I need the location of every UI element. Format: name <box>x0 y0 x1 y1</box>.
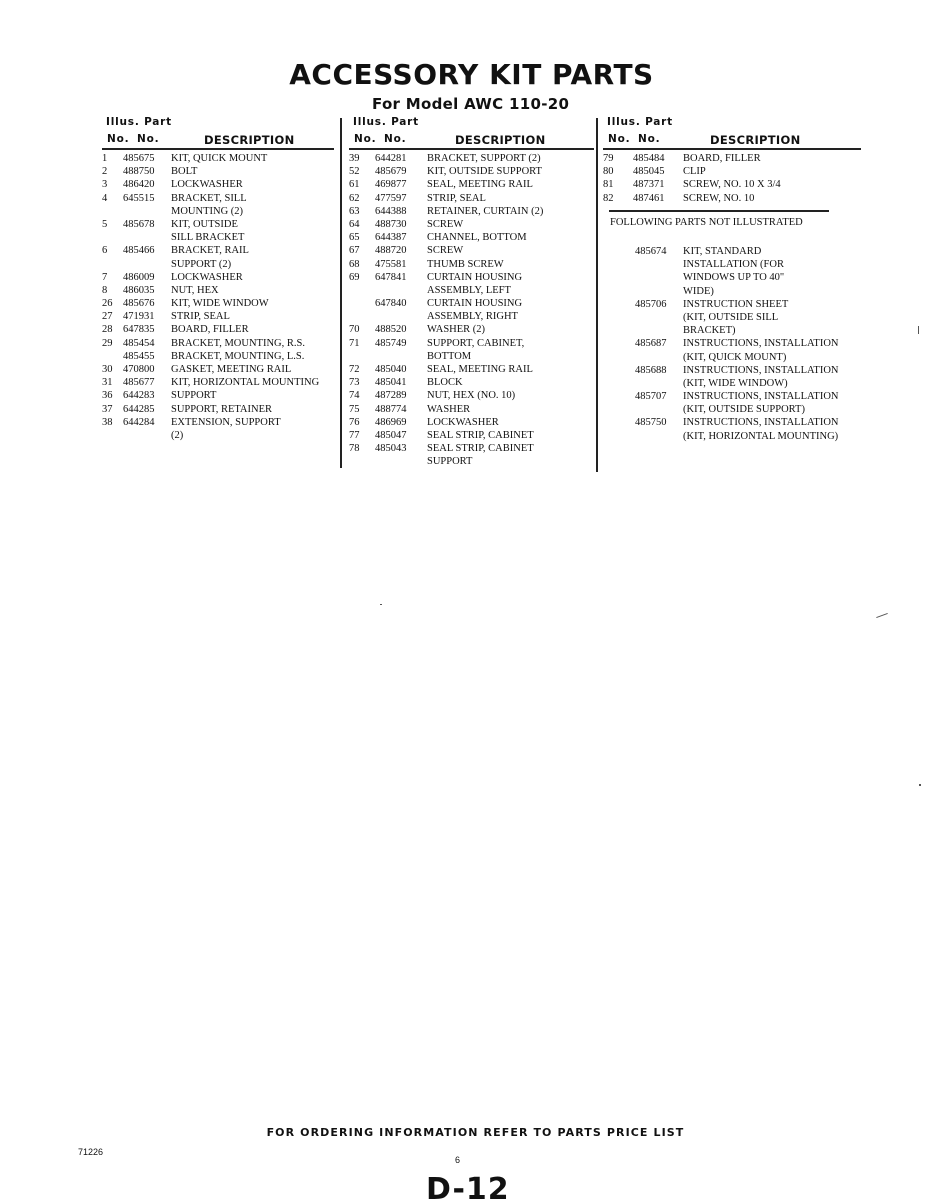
part-number: 486420 <box>123 179 155 191</box>
illus-no-label: No. <box>107 133 130 145</box>
parts-row <box>605 285 865 298</box>
part-number: 644285 <box>123 403 155 415</box>
part-description: KIT, HORIZONTAL MOUNTING <box>171 377 320 389</box>
parts-row <box>605 258 865 271</box>
part-number: 488730 <box>375 218 407 230</box>
illus-number: 26 <box>102 298 113 310</box>
part-description: RETAINER, CURTAIN (2) <box>427 205 544 217</box>
parts-row <box>603 152 861 165</box>
part-description: BOLT <box>171 166 198 178</box>
description-label: DESCRIPTION <box>710 133 801 147</box>
illus-number: 69 <box>349 271 360 283</box>
part-description: SUPPORT (2) <box>171 258 232 270</box>
part-description: SCREW, NO. 10 <box>683 192 755 204</box>
part-description: WASHER <box>427 403 471 415</box>
part-description: LOCKWASHER <box>171 179 243 191</box>
illus-number: 8 <box>102 284 108 296</box>
part-number: 647840 <box>375 298 407 310</box>
part-number: 485040 <box>375 364 407 375</box>
parts-row <box>102 337 334 350</box>
ordering-note: FOR ORDERING INFORMATION REFER TO PARTS PRICE LIST <box>266 1126 685 1139</box>
part-number: 488774 <box>375 403 407 415</box>
part-number: 485679 <box>375 166 407 178</box>
part-number: 485687 <box>635 338 667 350</box>
parts-row <box>605 271 865 284</box>
part-description: NUT, HEX <box>171 284 219 296</box>
parts-row <box>605 390 865 403</box>
parts-row <box>605 364 865 377</box>
page-label: D-12 <box>426 1172 510 1200</box>
parts-list <box>605 245 865 443</box>
part-number: 485675 <box>123 153 155 164</box>
illus-number: 5 <box>102 218 108 230</box>
part-description: (KIT, HORIZONTAL MOUNTING) <box>683 430 839 442</box>
illus-number: 7 <box>102 271 108 283</box>
parts-column-2 <box>349 115 594 469</box>
part-description: CHANNEL, BOTTOM <box>427 232 527 244</box>
parts-row <box>102 429 334 442</box>
part-description: SEAL STRIP, CABINET <box>427 429 534 441</box>
column-divider <box>596 118 598 472</box>
illus-number: 76 <box>349 416 360 428</box>
illus-number: 37 <box>102 403 113 415</box>
parts-row <box>102 165 334 178</box>
parts-row <box>605 324 865 337</box>
parts-row <box>349 205 594 218</box>
parts-row <box>605 430 865 443</box>
part-description: KIT, QUICK MOUNT <box>171 153 268 164</box>
part-number: 644283 <box>123 390 155 402</box>
part-description: KIT, OUTSIDE <box>171 218 238 230</box>
parts-row <box>102 376 334 389</box>
part-number: 486035 <box>123 284 155 296</box>
part-number: 488720 <box>375 245 407 257</box>
parts-row <box>603 165 861 178</box>
parts-row <box>102 178 334 191</box>
part-number: 485676 <box>123 298 155 310</box>
parts-row <box>102 363 334 376</box>
parts-row <box>102 258 334 271</box>
illus-number: 78 <box>349 443 360 455</box>
section-rule <box>609 210 829 212</box>
part-number: 485707 <box>635 391 667 403</box>
part-no-label: No. <box>137 133 160 145</box>
not-illustrated-list <box>605 242 865 443</box>
part-description: WINDOWS UP TO 40" <box>683 272 785 284</box>
parts-row <box>349 258 594 271</box>
illus-number: 2 <box>102 166 108 178</box>
part-number: 644387 <box>375 232 407 244</box>
illus-number: 27 <box>102 311 113 323</box>
part-number: 488520 <box>375 324 407 336</box>
illus-number: 52 <box>349 166 360 178</box>
part-description: BOARD, FILLER <box>683 153 761 164</box>
parts-list <box>349 152 594 469</box>
part-number: 475581 <box>375 258 407 270</box>
parts-row <box>102 323 334 336</box>
part-number: 485688 <box>635 364 667 376</box>
illus-number: 31 <box>102 377 113 389</box>
part-description: INSTRUCTIONS, INSTALLATION <box>683 417 839 429</box>
illus-number: 80 <box>603 166 614 178</box>
parts-row <box>349 244 594 257</box>
part-description: SUPPORT, RETAINER <box>171 403 273 415</box>
illus-number: 65 <box>349 232 360 244</box>
illus-no-label: No. <box>608 133 631 145</box>
parts-row <box>102 218 334 231</box>
illus-part-label: Illus. Part <box>607 116 673 128</box>
illus-number: 70 <box>349 324 360 336</box>
parts-row <box>349 178 594 191</box>
parts-row <box>605 337 865 350</box>
parts-row <box>349 271 594 284</box>
illus-number: 64 <box>349 218 360 230</box>
parts-row <box>349 231 594 244</box>
part-number: 485043 <box>375 443 407 455</box>
column-divider <box>340 118 342 468</box>
parts-row <box>349 376 594 389</box>
parts-row <box>102 205 334 218</box>
illus-number: 79 <box>603 153 614 164</box>
parts-row <box>349 429 594 442</box>
part-no-label: No. <box>638 133 661 145</box>
part-description: BOTTOM <box>427 350 472 362</box>
parts-column-1 <box>102 115 334 442</box>
illus-number: 29 <box>102 337 113 349</box>
parts-row <box>102 271 334 284</box>
parts-row <box>605 245 865 258</box>
parts-row <box>349 442 594 455</box>
part-number: 486009 <box>123 271 155 283</box>
part-description: SUPPORT <box>171 390 217 402</box>
part-description: BLOCK <box>427 377 463 389</box>
parts-row <box>605 416 865 429</box>
part-number: 645515 <box>123 192 155 204</box>
part-description: CURTAIN HOUSING <box>427 271 523 283</box>
illus-number: 38 <box>102 416 113 428</box>
parts-row <box>102 416 334 429</box>
illus-number: 4 <box>102 192 108 204</box>
part-description: CURTAIN HOUSING <box>427 298 523 310</box>
part-description: (KIT, OUTSIDE SUPPORT) <box>683 404 805 416</box>
parts-row <box>349 350 594 363</box>
parts-row <box>349 297 594 310</box>
parts-row <box>102 350 334 363</box>
document-code: 71226 <box>78 1147 104 1157</box>
parts-row <box>349 284 594 297</box>
part-description: BRACKET, SUPPORT (2) <box>427 153 541 164</box>
illus-number: 36 <box>102 390 113 402</box>
parts-row <box>102 284 334 297</box>
part-number: 470800 <box>123 364 155 375</box>
column-header <box>603 115 861 149</box>
header-rule <box>349 148 594 150</box>
parts-list <box>603 152 861 205</box>
illus-number: 6 <box>102 245 108 257</box>
scan-speck <box>380 604 382 605</box>
part-number: 487289 <box>375 390 407 402</box>
description-label: DESCRIPTION <box>204 133 295 147</box>
part-description: LOCKWASHER <box>171 271 243 283</box>
part-description: BRACKET, MOUNTING, R.S. <box>171 337 305 349</box>
part-description: SCREW, NO. 10 X 3/4 <box>683 179 781 191</box>
illus-number: 1 <box>102 153 108 164</box>
part-number: 485455 <box>123 350 155 362</box>
illus-number: 28 <box>102 324 113 336</box>
illus-number: 82 <box>603 192 614 204</box>
part-number: 487461 <box>633 192 665 204</box>
part-number: 485454 <box>123 337 155 349</box>
part-number: 485045 <box>633 166 665 178</box>
part-description: THUMB SCREW <box>427 258 504 270</box>
illus-number: 75 <box>349 403 360 415</box>
parts-row <box>605 377 865 390</box>
part-description: MOUNTING (2) <box>171 205 244 217</box>
parts-row <box>102 297 334 310</box>
part-number: 485466 <box>123 245 155 257</box>
part-number: 487371 <box>633 179 665 191</box>
parts-row <box>102 389 334 402</box>
part-description: STRIP, SEAL <box>171 311 230 323</box>
part-number: 485484 <box>633 153 665 164</box>
part-number: 644388 <box>375 205 407 217</box>
part-number: 644284 <box>123 416 155 428</box>
part-description: SCREW <box>427 218 464 230</box>
part-description: (KIT, WIDE WINDOW) <box>683 377 788 389</box>
part-number: 486969 <box>375 416 407 428</box>
part-description: ASSEMBLY, LEFT <box>427 284 511 296</box>
illus-number: 63 <box>349 205 360 217</box>
part-description: BRACKET, SILL <box>171 192 247 204</box>
parts-row <box>102 192 334 205</box>
part-description: ASSEMBLY, RIGHT <box>427 311 518 323</box>
part-number: 485750 <box>635 417 667 429</box>
parts-row <box>349 389 594 402</box>
part-number: 485047 <box>375 429 407 441</box>
illus-number: 3 <box>102 179 108 191</box>
parts-row <box>349 363 594 376</box>
scan-speck <box>919 784 921 786</box>
part-description: SILL BRACKET <box>171 232 245 244</box>
parts-list <box>102 152 334 442</box>
illus-number: 72 <box>349 364 360 375</box>
part-number: 647835 <box>123 324 155 336</box>
part-description: SUPPORT <box>427 456 473 468</box>
header-rule <box>102 148 334 150</box>
parts-row <box>605 311 865 324</box>
illus-number: 39 <box>349 153 360 164</box>
parts-row <box>603 192 861 205</box>
parts-row <box>603 178 861 191</box>
part-description: INSTALLATION (FOR <box>683 259 784 271</box>
part-description: WIDE) <box>683 285 714 297</box>
part-description: WASHER (2) <box>427 324 486 336</box>
illus-number: 81 <box>603 179 614 191</box>
illus-part-label: Illus. Part <box>106 116 172 128</box>
parts-row <box>605 351 865 364</box>
parts-column-3 <box>603 115 861 205</box>
description-label: DESCRIPTION <box>455 133 546 147</box>
part-description: INSTRUCTION SHEET <box>683 298 789 310</box>
part-number: 485706 <box>635 298 667 310</box>
parts-row <box>349 310 594 323</box>
part-description: BRACKET, MOUNTING, L.S. <box>171 350 305 362</box>
part-description: CLIP <box>683 166 706 178</box>
part-description: LOCKWASHER <box>427 416 499 428</box>
parts-row <box>349 403 594 416</box>
part-number: 485041 <box>375 377 407 389</box>
illus-number: 71 <box>349 337 360 349</box>
parts-row <box>349 152 594 165</box>
page-number: 6 <box>455 1155 461 1165</box>
parts-row <box>605 298 865 311</box>
header-rule <box>603 148 861 150</box>
scan-speck <box>918 326 919 334</box>
part-description: INSTRUCTIONS, INSTALLATION <box>683 391 839 403</box>
not-illustrated-heading: FOLLOWING PARTS NOT ILLUSTRATED <box>610 217 803 228</box>
part-no-label: No. <box>384 133 407 145</box>
parts-row <box>349 416 594 429</box>
illus-number: 62 <box>349 192 360 204</box>
parts-row <box>605 403 865 416</box>
part-number: 485677 <box>123 377 155 389</box>
parts-row <box>102 231 334 244</box>
page-title: ACCESSORY KIT PARTS <box>289 58 654 91</box>
parts-row <box>349 323 594 336</box>
part-number: 485678 <box>123 218 155 230</box>
part-description: BRACKET) <box>683 325 736 337</box>
part-number: 477597 <box>375 192 407 204</box>
parts-row <box>102 244 334 257</box>
illus-number: 67 <box>349 245 360 257</box>
column-header <box>349 115 594 149</box>
part-description: BOARD, FILLER <box>171 324 249 336</box>
parts-row <box>349 192 594 205</box>
part-description: KIT, STANDARD <box>683 246 762 257</box>
part-number: 469877 <box>375 179 407 191</box>
model-subtitle: For Model AWC 110-20 <box>372 95 570 113</box>
part-number: 488750 <box>123 166 155 178</box>
part-description: GASKET, MEETING RAIL <box>171 364 292 375</box>
column-header <box>102 115 334 149</box>
part-description: STRIP, SEAL <box>427 192 486 204</box>
part-description: SEAL, MEETING RAIL <box>427 364 533 375</box>
illus-number: 77 <box>349 429 360 441</box>
part-description: NUT, HEX (NO. 10) <box>427 390 516 402</box>
part-description: INSTRUCTIONS, INSTALLATION <box>683 338 839 350</box>
illus-number: 61 <box>349 179 360 191</box>
illus-part-label: Illus. Part <box>353 116 419 128</box>
scan-speck <box>876 613 888 618</box>
part-description: KIT, WIDE WINDOW <box>171 298 269 310</box>
part-description: KIT, OUTSIDE SUPPORT <box>427 166 542 178</box>
part-number: 471931 <box>123 311 155 323</box>
part-number: 647841 <box>375 271 407 283</box>
parts-row <box>349 165 594 178</box>
part-description: INSTRUCTIONS, INSTALLATION <box>683 364 839 376</box>
part-description: SUPPORT, CABINET, <box>427 337 525 349</box>
part-number: 485674 <box>635 246 667 257</box>
parts-row <box>102 310 334 323</box>
illus-number: 68 <box>349 258 360 270</box>
part-number: 485749 <box>375 337 407 349</box>
parts-row <box>349 337 594 350</box>
illus-number: 74 <box>349 390 360 402</box>
illus-number: 73 <box>349 377 360 389</box>
part-description: (KIT, OUTSIDE SILL <box>683 311 779 323</box>
part-description: BRACKET, RAIL <box>171 245 249 257</box>
part-description: (KIT, QUICK MOUNT) <box>683 351 787 363</box>
parts-row <box>349 218 594 231</box>
part-description: SCREW <box>427 245 464 257</box>
illus-number: 30 <box>102 364 113 375</box>
part-description: (2) <box>171 429 184 441</box>
parts-row <box>102 152 334 165</box>
part-number: 644281 <box>375 153 407 164</box>
part-description: SEAL, MEETING RAIL <box>427 179 533 191</box>
illus-no-label: No. <box>354 133 377 145</box>
parts-row <box>349 455 594 468</box>
part-description: EXTENSION, SUPPORT <box>171 416 281 428</box>
parts-row <box>102 403 334 416</box>
part-description: SEAL STRIP, CABINET <box>427 443 534 455</box>
